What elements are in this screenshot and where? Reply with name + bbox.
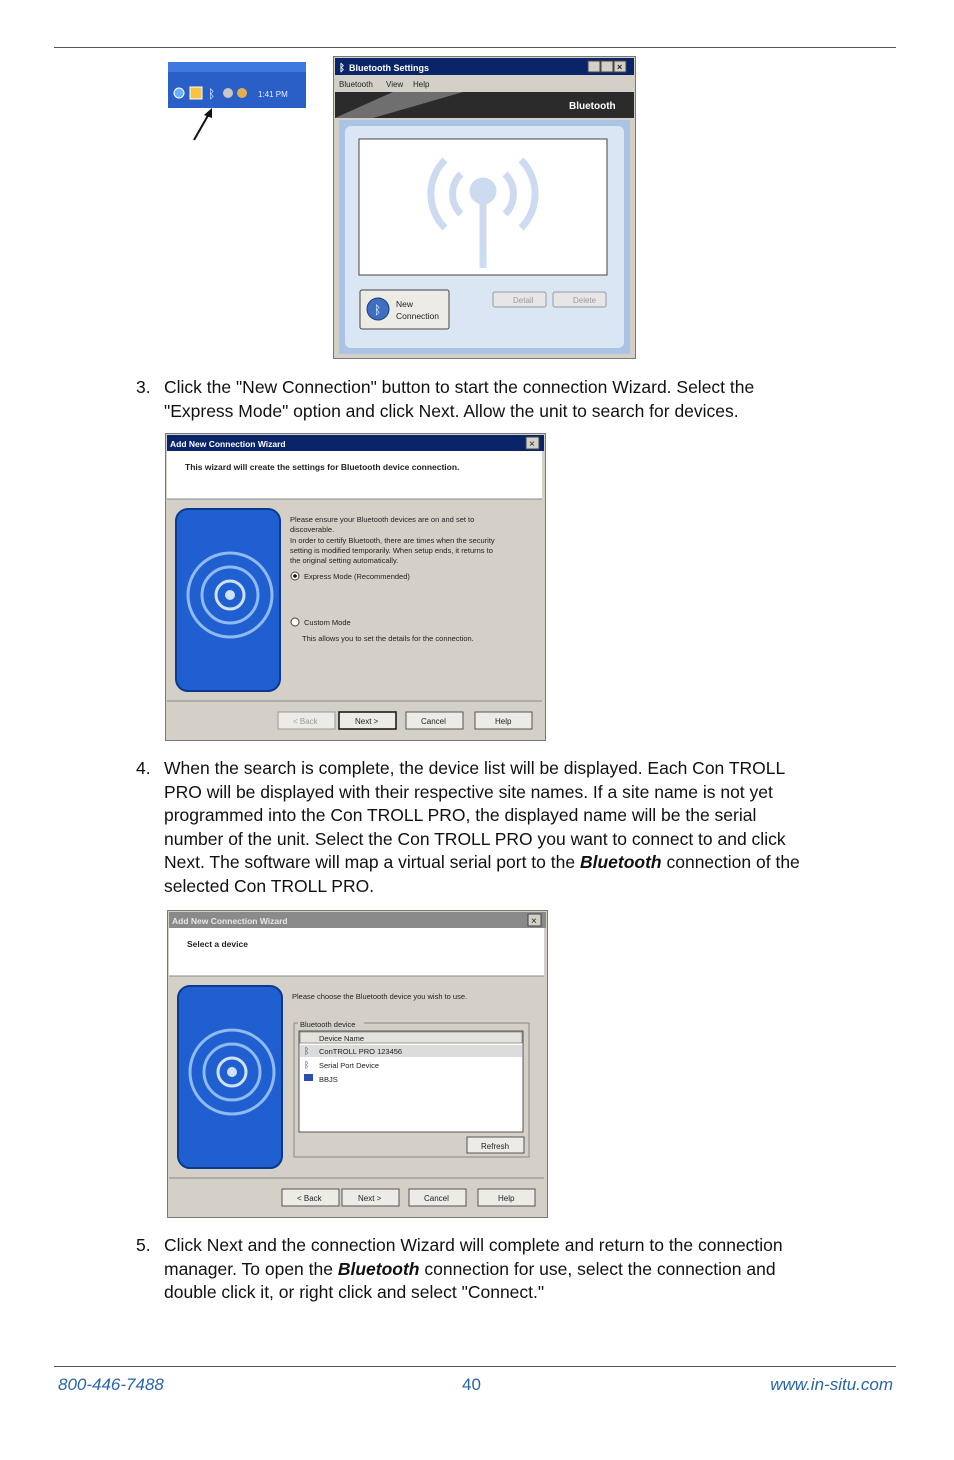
step-4-line-5 bbox=[164, 851, 854, 875]
close-icon: × bbox=[531, 916, 537, 927]
text-run: connection of the bbox=[661, 852, 800, 872]
custom-mode-label[interactable]: Custom Mode bbox=[304, 618, 351, 627]
bluetooth-device-icon: ᛒ bbox=[304, 1060, 310, 1070]
wizard-title: Add New Connection Wizard bbox=[172, 916, 288, 926]
device-name: Serial Port Device bbox=[319, 1061, 380, 1070]
tray-bluetooth-icon[interactable]: ᛒ bbox=[208, 87, 216, 101]
close-icon: × bbox=[617, 62, 623, 72]
menu-bluetooth[interactable]: Bluetooth bbox=[339, 80, 373, 89]
step-3-line-1: Click the "New Connection" button to start the connection Wizard. Select the bbox=[164, 377, 755, 397]
back-label: < Back bbox=[297, 1194, 322, 1203]
wizard-header bbox=[167, 451, 542, 499]
footer-rule bbox=[54, 1366, 896, 1367]
device-name: BBJS bbox=[319, 1075, 338, 1084]
text-run: connection for use, select the connection and bbox=[419, 1258, 776, 1279]
info-text-2: discoverable. bbox=[290, 525, 335, 534]
back-label: < Back bbox=[293, 717, 318, 726]
bluetooth-device-icon: ᛒ bbox=[304, 1046, 310, 1056]
menu-help[interactable]: Help bbox=[413, 80, 430, 89]
step-number: 3. bbox=[136, 377, 151, 397]
cancel-label: Cancel bbox=[421, 717, 446, 726]
help-label: Help bbox=[498, 1194, 515, 1203]
detail-label: Detail bbox=[513, 296, 534, 305]
tray-network-icon[interactable] bbox=[223, 88, 233, 98]
window-title: Bluetooth Settings bbox=[349, 63, 429, 73]
wizard-heading: This wizard will create the settings for Bluetooth device connection. bbox=[185, 462, 460, 472]
info-text-4: setting is modified temporarily. When setup ends, it returns to bbox=[290, 546, 493, 555]
step-5-line-1: Click Next and the connection Wizard will complete and return to the connection bbox=[164, 1235, 783, 1255]
new-connection-label-1: New bbox=[396, 299, 414, 309]
help-label: Help bbox=[495, 717, 512, 726]
minimize-button[interactable] bbox=[588, 61, 600, 72]
custom-mode-radio[interactable] bbox=[291, 618, 299, 626]
header-rule bbox=[54, 47, 896, 48]
next-label: Next > bbox=[358, 1194, 382, 1203]
step-4-line-3: programmed into the Con TROLL PRO, the displayed name will be the serial bbox=[164, 805, 757, 825]
wizard-title: Add New Connection Wizard bbox=[170, 439, 286, 449]
next-label: Next > bbox=[355, 717, 379, 726]
wizard-illustration bbox=[176, 509, 280, 691]
connection-wizard-select-device bbox=[167, 910, 548, 1218]
wizard-header bbox=[169, 928, 544, 976]
bluetooth-settings-window bbox=[333, 56, 636, 359]
device-name: ConTROLL PRO 123456 bbox=[319, 1047, 403, 1056]
column-header-label: Device Name bbox=[319, 1034, 365, 1043]
tray-app-icon[interactable] bbox=[190, 87, 202, 99]
cancel-label: Cancel bbox=[424, 1194, 449, 1203]
bluetooth-title-icon: ᛒ bbox=[339, 63, 345, 74]
wizard-illustration bbox=[178, 986, 282, 1168]
computer-icon bbox=[304, 1074, 313, 1081]
bluetooth-brand-label: Bluetooth bbox=[569, 101, 616, 112]
bluetooth-emphasis: Bluetooth bbox=[579, 852, 662, 872]
tray-clock: 1:41 PM bbox=[258, 90, 288, 99]
close-icon: × bbox=[529, 439, 535, 450]
footer-phone: 800-446-7488 bbox=[58, 1375, 164, 1394]
maximize-button[interactable] bbox=[601, 61, 613, 72]
step-4-line-2: PRO will be displayed with their respective site names. If a site name is not yet bbox=[164, 781, 773, 802]
step-4-line-4: number of the unit. Select the Con TROLL PRO you want to connect to and click bbox=[164, 828, 786, 849]
custom-mode-description: This allows you to set the details for the connection. bbox=[302, 634, 474, 643]
footer-url[interactable]: www.in-situ.com bbox=[770, 1375, 893, 1394]
new-connection-label-2: Connection bbox=[396, 311, 440, 321]
wizard-heading: Select a device bbox=[187, 939, 248, 949]
step-3-line-2: "Express Mode" option and click Next. Allow the unit to search for devices. bbox=[164, 400, 739, 421]
tray-volume-icon[interactable] bbox=[237, 88, 247, 98]
info-text-5: the original setting automatically. bbox=[290, 556, 399, 565]
text-run: Next. The software will map a virtual serial port to the bbox=[164, 852, 580, 872]
tray-screenshot bbox=[166, 60, 308, 144]
delete-label: Delete bbox=[573, 296, 597, 305]
bluetooth-emphasis: Bluetooth bbox=[337, 1258, 420, 1279]
connection-wizard-mode bbox=[165, 433, 546, 741]
step-5-line-3: double click it, or right click and select "Connect." bbox=[164, 1282, 545, 1302]
page-number: 40 bbox=[462, 1375, 481, 1394]
step-number: 4. bbox=[136, 758, 151, 778]
menu-view[interactable]: View bbox=[386, 80, 404, 89]
refresh-label: Refresh bbox=[481, 1142, 510, 1151]
info-text-1: Please ensure your Bluetooth devices are on and set to bbox=[290, 515, 475, 524]
tray-globe-icon[interactable] bbox=[174, 88, 184, 98]
step-4-line-6: selected Con TROLL PRO. bbox=[164, 875, 375, 896]
arrow-head-icon bbox=[204, 108, 212, 118]
svg-text:ᛒ: ᛒ bbox=[374, 303, 382, 317]
info-text-3: In order to certify Bluetooth, there are times when the security bbox=[290, 536, 495, 545]
step-5-line-2 bbox=[164, 1258, 854, 1282]
select-prompt: Please choose the Bluetooth device you wish to use. bbox=[292, 992, 468, 1001]
express-mode-label[interactable]: Express Mode (Recommended) bbox=[304, 572, 410, 581]
group-label: Bluetooth device bbox=[300, 1020, 356, 1029]
step-4-line-1: When the search is complete, the device list will be displayed. Each Con TROLL bbox=[164, 758, 786, 778]
text-run: manager. To open the bbox=[164, 1258, 338, 1279]
step-number: 5. bbox=[136, 1235, 151, 1255]
